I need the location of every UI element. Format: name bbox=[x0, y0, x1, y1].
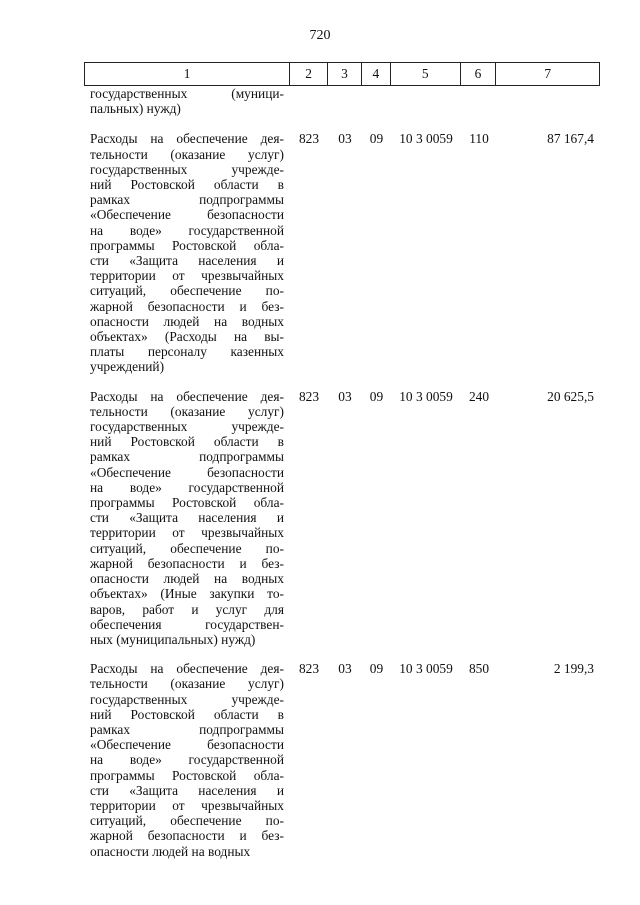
description-line: пальных) нужд) bbox=[90, 101, 181, 117]
description-line: обеспечения государствен- bbox=[90, 616, 284, 632]
amount: 2 199,3 bbox=[553, 661, 594, 677]
description-line: на воде» государственной bbox=[90, 752, 284, 768]
description-line: государственных учрежде- bbox=[90, 419, 284, 435]
description-line: объектах» (Расходы на вы- bbox=[90, 329, 284, 345]
header-col-1: 1 bbox=[85, 63, 290, 85]
description-line: «Обеспечение безопасности bbox=[90, 464, 284, 480]
description-line: ситуаций, обеспечение по- bbox=[90, 813, 284, 829]
section-code: 03 bbox=[338, 131, 352, 147]
description-line: рамках подпрограммы bbox=[90, 721, 284, 737]
amount: 20 625,5 bbox=[547, 388, 594, 404]
description-line: ний Ростовской области в bbox=[90, 706, 284, 722]
description-line: жарной безопасности и без- bbox=[90, 555, 284, 571]
table-row bbox=[84, 131, 600, 374]
row-description bbox=[84, 86, 290, 116]
header-col-3: 3 bbox=[328, 63, 362, 85]
table-body bbox=[84, 86, 600, 873]
description-line: территории от чрезвычайных bbox=[90, 268, 284, 284]
description-line: программы Ростовской обла- bbox=[90, 767, 284, 783]
expense-type-code: 240 bbox=[468, 388, 490, 404]
description-line: ний Ростовской области в bbox=[90, 177, 284, 193]
description-line: территории от чрезвычайных bbox=[90, 797, 284, 813]
description-line: сти «Защита населения и bbox=[90, 253, 284, 269]
target-article-code: 10 3 0059 bbox=[399, 388, 453, 404]
description-line: жарной безопасности и без- bbox=[90, 828, 284, 844]
subsection-code: 09 bbox=[369, 661, 384, 677]
expense-type-code: 850 bbox=[468, 661, 490, 677]
table-row-continuation bbox=[84, 86, 600, 116]
page-number: 720 bbox=[309, 28, 331, 43]
description-line: ситуаций, обеспечение по- bbox=[90, 283, 284, 299]
description-line: варов, работ и услуг для bbox=[90, 601, 284, 617]
section-code: 03 bbox=[338, 388, 352, 404]
ministry-code: 823 bbox=[298, 388, 320, 404]
ministry-code: 823 bbox=[298, 661, 320, 677]
header-col-7: 7 bbox=[544, 66, 552, 81]
data-rows bbox=[84, 131, 600, 858]
description-line: программы Ростовской обла- bbox=[90, 495, 284, 511]
description-line: опасности людей на водных bbox=[90, 571, 284, 587]
header-col-4: 4 bbox=[362, 63, 391, 85]
description-line: рамках подпрограммы bbox=[90, 449, 284, 465]
description-line: опасности людей на водных bbox=[90, 313, 284, 329]
table-row bbox=[84, 661, 600, 859]
header-col-5: 5 bbox=[391, 63, 461, 85]
ministry-code: 823 bbox=[298, 131, 320, 147]
description-line: ных (муниципальных) нужд) bbox=[90, 631, 256, 647]
description-line: территории от чрезвычайных bbox=[90, 525, 284, 541]
description-line: рамках подпрограммы bbox=[90, 192, 284, 208]
subsection-code: 09 bbox=[369, 388, 384, 404]
target-article-code: 10 3 0059 bbox=[399, 661, 453, 677]
description-line: «Обеспечение безопасности bbox=[90, 737, 284, 753]
description-line: ситуаций, обеспечение по- bbox=[90, 540, 284, 556]
description-line: «Обеспечение безопасности bbox=[90, 207, 284, 223]
header-col-2: 2 bbox=[290, 63, 328, 85]
table-header bbox=[84, 62, 600, 86]
description-line: тельности (оказание услуг) bbox=[90, 403, 284, 419]
description-line: Расходы на обеспечение дея- bbox=[90, 661, 284, 677]
description-line: объектах» (Иные закупки то- bbox=[90, 586, 284, 602]
description-line: государственных (муници- bbox=[90, 86, 284, 101]
expense-type-code: 110 bbox=[469, 131, 489, 147]
description-line: жарной безопасности и без- bbox=[90, 298, 284, 314]
description-line: тельности (оказание услуг) bbox=[90, 146, 284, 162]
description-line: на воде» государственной bbox=[90, 222, 284, 238]
table-row bbox=[84, 389, 600, 647]
description-line: Расходы на обеспечение дея- bbox=[90, 388, 284, 404]
subsection-code: 09 bbox=[369, 131, 384, 147]
row-description bbox=[84, 389, 290, 647]
description-line: сти «Защита населения и bbox=[90, 510, 284, 526]
amount: 87 167,4 bbox=[547, 131, 594, 147]
description-line: государственных учрежде- bbox=[90, 161, 284, 177]
row-description bbox=[84, 131, 290, 374]
header-col-6: 6 bbox=[461, 63, 497, 85]
description-line: тельности (оказание услуг) bbox=[90, 676, 284, 692]
description-line: на воде» государственной bbox=[90, 479, 284, 495]
description-line: сти «Защита населения и bbox=[90, 782, 284, 798]
description-line: государственных учрежде- bbox=[90, 691, 284, 707]
description-line: учреждений) bbox=[90, 359, 165, 375]
section-code: 03 bbox=[338, 661, 352, 677]
description-line: Расходы на обеспечение дея- bbox=[90, 131, 284, 147]
target-article-code: 10 3 0059 bbox=[399, 131, 453, 147]
row-description bbox=[84, 661, 290, 859]
description-line: опасности людей на водных bbox=[90, 843, 251, 859]
description-line: платы персоналу казенных bbox=[90, 344, 284, 360]
description-line: программы Ростовской обла- bbox=[90, 237, 284, 253]
description-line: ний Ростовской области в bbox=[90, 434, 284, 450]
